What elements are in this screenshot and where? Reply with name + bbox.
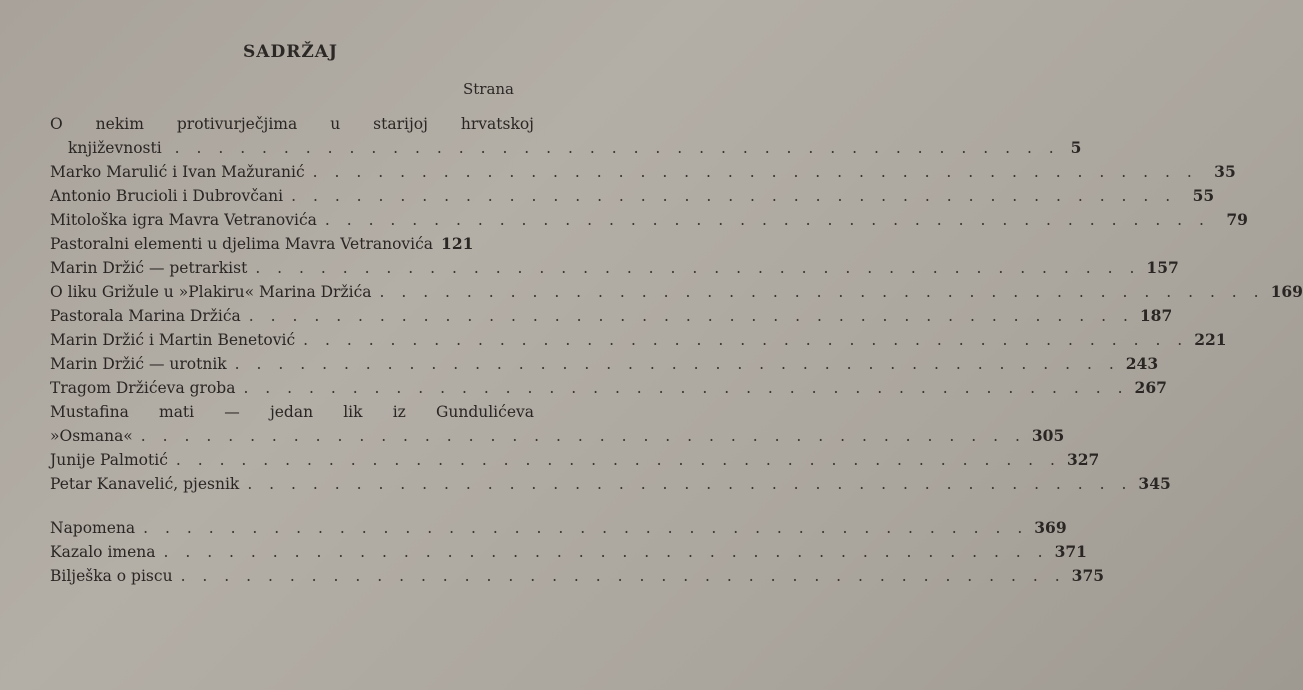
dot-leader (372, 280, 1271, 304)
dot-leader (156, 540, 1055, 564)
toc-page-number: 55 (1192, 186, 1215, 205)
toc-backmatter-entry (50, 540, 1087, 564)
page-column-header: Strana (462, 80, 514, 98)
toc-entry (50, 472, 1171, 496)
toc-entry (50, 376, 1167, 400)
toc-entry (50, 160, 1236, 184)
dot-leader (235, 376, 1134, 400)
toc-entry-title: Junije Palmotić (50, 451, 168, 469)
dot-leader (295, 328, 1194, 352)
toc-page-number: 157 (1146, 258, 1179, 277)
toc-entry-title: Petar Kanavelić, pjesnik (50, 475, 240, 493)
toc-entry-title-line1: O nekim protivurječjima u starijoj hrvatskoj (50, 115, 534, 133)
dot-leader (167, 139, 1066, 157)
toc-entry (50, 184, 1215, 208)
toc-page-number: 327 (1066, 450, 1100, 469)
toc-entry-title: Marin Držić i Martin Benetović (50, 331, 296, 349)
toc-page-number: 305 (1031, 426, 1065, 445)
dot-leader (135, 516, 1034, 540)
toc-entry (50, 280, 1303, 304)
toc-entry (50, 352, 1159, 376)
toc-entry (50, 256, 1179, 280)
dot-leader (133, 424, 1032, 448)
dot-leader (317, 208, 1216, 232)
toc-entry-title: Antonio Brucioli i Dubrovčani (50, 187, 284, 205)
dot-leader (173, 564, 1072, 588)
toc-entry-title: Tragom Držićeva groba (50, 379, 236, 397)
dot-leader (168, 448, 1067, 472)
toc-page-number: 221 (1194, 330, 1227, 349)
toc-page-number: 79 (1226, 210, 1248, 229)
toc-page-number: 371 (1054, 542, 1087, 561)
toc-page-number: 5 (1070, 138, 1082, 157)
dot-leader (305, 160, 1204, 184)
toc-entry (50, 232, 534, 256)
toc-entry-title: Marin Držić — petrarkist (50, 259, 248, 277)
toc-page-number: 187 (1139, 306, 1173, 325)
toc-page-number: 243 (1125, 354, 1159, 373)
toc-entry (50, 448, 1100, 472)
section-gap (50, 496, 534, 516)
toc-page-number: 369 (1034, 518, 1067, 537)
toc-entry-title: Marin Držić — urotnik (50, 355, 227, 373)
toc-backmatter-entry (50, 516, 1067, 540)
toc-entry-title: Pastorala Marina Držića (50, 307, 241, 325)
toc-backmatter-entry (50, 564, 1105, 588)
toc-entry-title: Pastoralni elementi u djelima Mavra Vetranovića (50, 235, 434, 253)
toc-page-number: 267 (1134, 378, 1167, 397)
toc-page-number: 35 (1214, 162, 1236, 181)
toc-page-number: 121 (441, 234, 474, 253)
toc-page-number: 345 (1138, 474, 1171, 493)
toc-entry-title-line2: »Osmana« (50, 427, 133, 445)
toc-entry-title-line1: Mustafina mati — jedan lik iz Gundulićeva (50, 403, 534, 421)
toc-entry-title: Bilješka o piscu (50, 567, 173, 585)
toc-entry-title-line2: književnosti (68, 139, 162, 157)
page-title: SADRŽAJ (243, 42, 338, 62)
toc-entry-title: Kazalo imena (50, 543, 156, 561)
dot-leader (239, 472, 1138, 496)
toc-entry (50, 400, 1065, 448)
toc-entry-title: O liku Grižule u »Plakiru« Marina Držića (50, 283, 372, 301)
dot-leader (227, 352, 1126, 376)
toc-entry (50, 328, 1227, 352)
toc-entry (50, 304, 1173, 328)
toc-entry (50, 208, 1248, 232)
dot-leader (247, 256, 1146, 280)
toc-page-number: 375 (1071, 566, 1105, 585)
table-of-contents (50, 112, 1303, 588)
toc-entry-title: Napomena (50, 519, 136, 537)
toc-entry (50, 112, 1082, 160)
dot-leader (241, 304, 1140, 328)
dot-leader (283, 184, 1182, 208)
toc-entry-title: Marko Marulić i Ivan Mažuranić (50, 163, 305, 181)
toc-page-number: 169 (1270, 282, 1303, 301)
toc-entry-title: Mitološka igra Mavra Vetranovića (50, 211, 317, 229)
